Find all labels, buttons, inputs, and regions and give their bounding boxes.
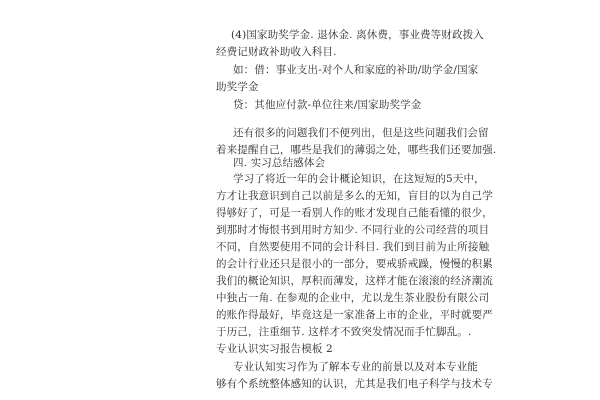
text-line-3: 如：借：事业支出-对个人和家庭的补助/助学金/国家	[233, 64, 479, 76]
text-line-2: 经费记财政补助收入科目.	[216, 46, 337, 58]
text-line-1: (4)国家助奖学金. 退休金. 离休费，事业费等财政拨入	[231, 29, 484, 41]
text-line-16: 中独占一角. 在参观的企业中，尤以龙生茶业股份有限公司	[216, 292, 490, 304]
text-line-13: 不同，自然要使用不同的会计科目. 我们到目前为止所接触	[216, 241, 490, 253]
text-line-9: 学习了将近一年的会计概论知识，在这短短的5天中，	[233, 173, 485, 185]
text-line-7: 着来提醒自己，哪些是我们的薄弱之处，哪些我们还要加强.	[216, 144, 497, 156]
subtitle-heading: 专业认识实习报告模板 2	[216, 343, 333, 355]
text-line-21: 够有个系统整体感知的认识，尤其是我们电子科学与技术专	[216, 378, 493, 390]
text-line-17: 的账作得最好，毕竟这是一家准备上市的企业，平时就要严	[216, 309, 493, 321]
section-heading: 四. 实习总结感体会	[233, 157, 326, 169]
text-line-10: 方才让我意识到自己以前是多么的无知，盲目的以为自己学	[216, 190, 493, 202]
text-line-4: 助奖学金	[216, 81, 259, 93]
text-line-15: 我们的概论知识，厚积而薄发，这样才能在滚滚的经济潮流	[216, 275, 493, 287]
text-line-20: 专业认知实习作为了解本专业的前景以及对本专业能	[233, 361, 478, 373]
text-line-11: 得够好了，可是一看别人作的账才发现自己能看懂的很少，	[216, 207, 493, 219]
text-line-14: 的会计行业还只是很小的一部分，要戒骄戒躁，慢慢的积累	[216, 258, 493, 270]
text-line-12: 到那时才悔恨书到用时方知少. 不同行业的公司经营的项目	[216, 224, 490, 236]
text-line-18: 于历己，注重细节. 这样才不致突发情况而手忙脚乱。.	[216, 326, 472, 338]
text-line-6: 还有很多的问题我们不便列出，但是这些问题我们会留	[233, 127, 489, 139]
text-line-5: 贷：其他应付款-单位往来/国家助奖学金	[233, 99, 422, 111]
